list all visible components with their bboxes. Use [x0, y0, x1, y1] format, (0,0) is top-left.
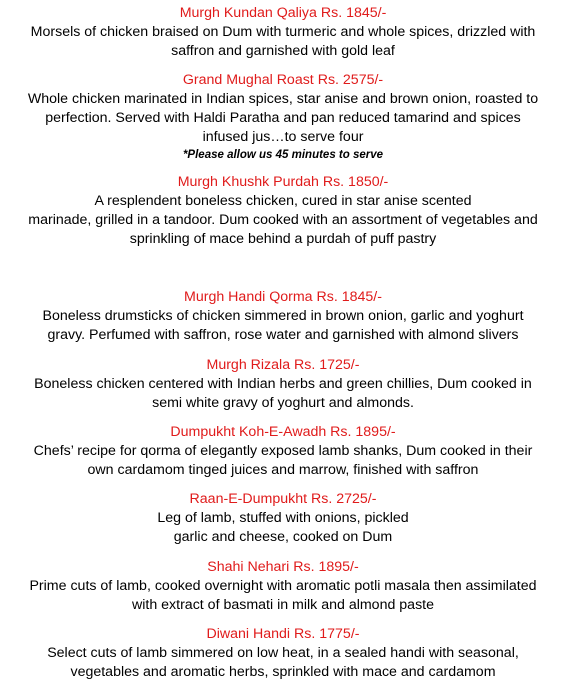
menu-item-murgh-handi-qorma [0, 288, 566, 345]
dish-title: Murgh Khushk Purdah Rs. 1850/- [177, 174, 389, 190]
description-line: Boneless chicken centered with Indian herbs and green chillies, Dum cooked in [34, 376, 532, 392]
description-line: Whole chicken marinated in Indian spices, star anise and brown onion, roasted to [27, 91, 539, 107]
menu-item-murgh-khushk-purdah [0, 173, 566, 249]
menu-item-dumpukht-koh-e-awadh [0, 423, 566, 480]
dish-title: Grand Mughal Roast Rs. 2575/- [182, 72, 384, 88]
menu-item-murgh-kundan-qaliya [0, 4, 566, 61]
dish-title: Murgh Handi Qorma Rs. 1845/- [184, 289, 382, 305]
description-line: Prime cuts of lamb, cooked overnight with aromatic potli masala then assimilated [29, 578, 537, 594]
description-line: perfection. Served with Haldi Paratha and pan reduced tamarind and spices [45, 110, 521, 126]
dish-description [0, 442, 566, 480]
dish-description [0, 577, 566, 615]
dish-title: Dumpukht Koh-E-Awadh Rs. 1895/- [170, 424, 396, 440]
description-line: infused jus…to serve four [202, 129, 364, 145]
menu-item-shahi-nehari [0, 558, 566, 615]
dish-title: Murgh Rizala Rs. 1725/- [206, 357, 360, 373]
menu-item-raan-e-dumpukht [0, 490, 566, 547]
description-line: Leg of lamb, stuffed with onions, pickled [157, 510, 409, 526]
dish-title: Murgh Kundan Qaliya Rs. 1845/- [179, 5, 387, 21]
dish-description [0, 23, 566, 61]
description-line: Morsels of chicken braised on Dum with turmeric and whole spices, drizzled with [30, 24, 536, 40]
description-line: gravy. Perfumed with saffron, rose water and garnished with almond slivers [47, 327, 519, 343]
menu-item-grand-mughal-roast [0, 71, 566, 163]
description-line: own cardamom tinged juices and marrow, finished with saffron [87, 462, 479, 478]
description-line: Boneless drumsticks of chicken simmered in brown onion, garlic and yoghurt [42, 308, 524, 324]
serving-note: *Please allow us 45 minutes to serve [182, 149, 384, 161]
dish-description [0, 509, 566, 547]
description-line: marinade, grilled in a tandoor. Dum cooked with an assortment of vegetables and [28, 212, 538, 228]
menu-item-murgh-rizala [0, 356, 566, 413]
description-line: Chefs’ recipe for qorma of elegantly exposed lamb shanks, Dum cooked in their [33, 443, 533, 459]
description-line: with extract of basmati in milk and almond paste [131, 597, 435, 613]
menu-item-diwani-handi [0, 625, 566, 682]
dish-description [0, 644, 566, 682]
description-line: sprinkling of mace behind a purdah of puff pastry [129, 231, 437, 247]
dish-title: Shahi Nehari Rs. 1895/- [207, 559, 359, 575]
dish-title: Diwani Handi Rs. 1775/- [206, 626, 360, 642]
dish-description [0, 307, 566, 345]
dish-description [0, 375, 566, 413]
description-line: Select cuts of lamb simmered on low heat, in a sealed handi with seasonal, [47, 645, 519, 661]
description-line: A resplendent boneless chicken, cured in star anise scented [94, 193, 472, 209]
dish-description [0, 90, 566, 147]
description-line: saffron and garnished with gold leaf [171, 43, 395, 59]
description-line: garlic and cheese, cooked on Dum [173, 529, 393, 545]
dish-description [0, 192, 566, 249]
description-line: semi white gravy of yoghurt and almonds. [152, 395, 414, 411]
dish-title: Raan-E-Dumpukht Rs. 2725/- [189, 491, 377, 507]
description-line: vegetables and aromatic herbs, sprinkled with mace and cardamom [70, 664, 496, 680]
